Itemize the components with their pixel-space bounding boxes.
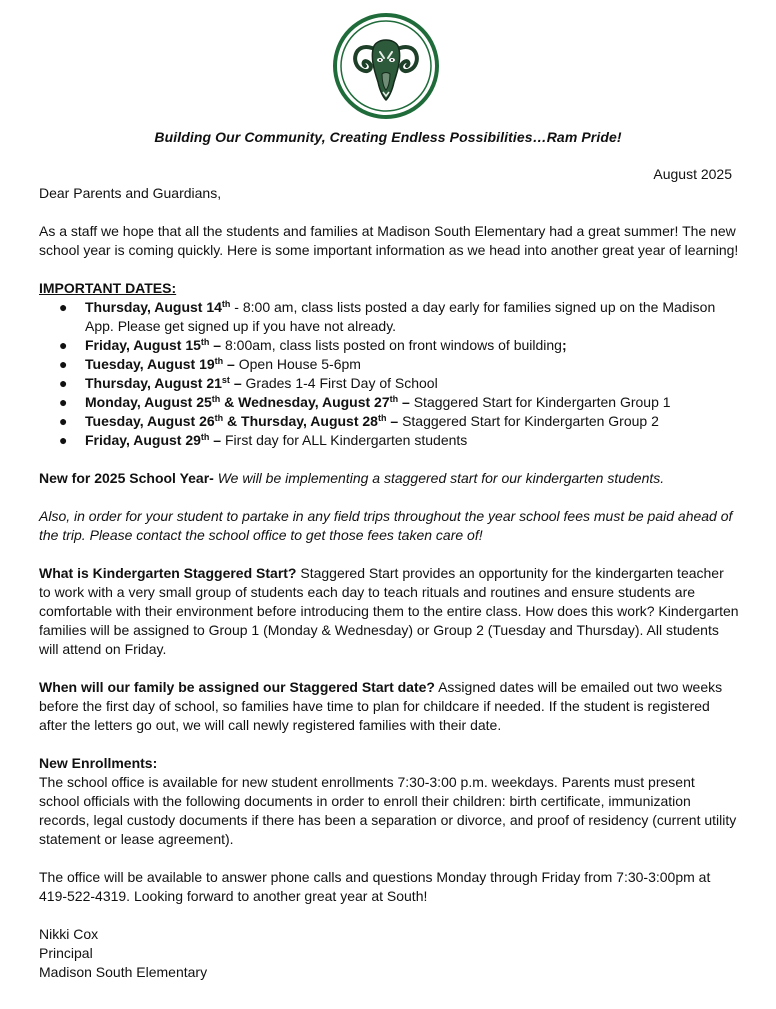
date-label: Tuesday, August 26th & Thursday, August 28th – (85, 413, 403, 429)
important-date-item (39, 412, 739, 431)
date-label: Thursday, August 21st – (85, 375, 246, 391)
date-label: Friday, August 29th – (85, 432, 225, 448)
assigned-text: Assigned dates will be emailed out two weeks before the first day of school, so families have time to plan for childcare if needed. If the student is registered after the letters go out, we will call newly registered families with their date. (39, 679, 723, 733)
date-label: Tuesday, August 19th – (85, 356, 239, 372)
date-text: 8:00 am, class lists posted a day early for families signed up on the Madison App. Please get signed up if you have not already. (85, 299, 716, 334)
intro-paragraph: As a staff we hope that all the students and families at Madison South Elementary had a great summer! The new school year is coming quickly. Here is some important information as we head into another great year of learning! (39, 223, 739, 258)
important-dates-list (39, 298, 739, 450)
office-paragraph: The office will be available to answer phone calls and questions Monday through Friday from 7:30-3:00pm at 419-522-4319. Looking forward to another great year at South! (39, 869, 711, 904)
bullet-icon: ● (59, 375, 68, 391)
assigned-label: When will our family be assigned our Staggered Start date? (39, 679, 435, 695)
date-text: Open House 5-6pm (238, 356, 361, 372)
bullet-icon: ● (59, 394, 68, 410)
date-text: Staggered Start for Kindergarten Group 1 (413, 394, 671, 410)
date-text: Grades 1-4 First Day of School (245, 375, 438, 391)
enrollments-text: The school office is available for new student enrollments 7:30-3:00 p.m. weekdays. Parents must present school officials with the following documents in order to enroll their children: birth certificate, immunization records, legal custody documents if there has been a separation or divorce, and proof of residency (current utility statement or lease agreement). (39, 774, 737, 847)
fees-note: Also, in order for your student to partake in any field trips throughout the year school fees must be paid ahead of the trip. Please contact the school office to get those fees taken care of! (39, 508, 733, 543)
ram-mascot-icon (332, 12, 440, 120)
salutation: Dear Parents and Guardians, (39, 185, 222, 201)
new-for-paragraph (39, 469, 739, 488)
signature-school: Madison South Elementary (39, 964, 208, 980)
date-text: 8:00am, class lists posted on front windows of building (225, 337, 562, 353)
new-for-text: We will be implementing a staggered start for our kindergarten students. (213, 470, 665, 486)
assigned-paragraph (39, 678, 739, 735)
bullet-icon: ● (59, 356, 68, 372)
date-label: Friday, August 15th – (85, 337, 225, 353)
important-date-item (39, 393, 739, 412)
signature-name: Nikki Cox (39, 926, 99, 942)
letter-body (39, 184, 739, 982)
new-for-label: New for 2025 School Year- (39, 470, 214, 486)
bullet-icon: ● (59, 432, 68, 448)
staggered-label: What is Kindergarten Staggered Start? (39, 565, 297, 581)
important-date-item: ● Thursday, August 14th - 8:00 am, class lists posted a day early for families signed up on the Madison App. Please get signed up if you have not already. (59, 299, 716, 334)
staggered-text: Staggered Start provides an opportunity for the kindergarten teacher to work with a very small group of students each day to teach rituals and routines and ensure students are comfortable with their environment before introducing them to the entire class. How does this work? Kindergarten families will be assigned to Group 1 (Monday & Wednesday) or Group 2 (Tuesday and Thursday). All students will attend on Friday. (39, 565, 739, 657)
important-date-item (39, 431, 739, 450)
bullet-icon: ● (59, 337, 68, 353)
date-label: Thursday, August 14th (85, 299, 231, 315)
bullet-icon: ● (59, 299, 68, 315)
date-label: Monday, August 25th & Wednesday, August 27th – (85, 394, 414, 410)
bullet-icon: ● (59, 413, 68, 429)
school-motto: Building Our Community, Creating Endless Possibilities…Ram Pride! (154, 129, 622, 145)
staggered-paragraph (39, 564, 739, 659)
date-text: First day for ALL Kindergarten students (225, 432, 468, 448)
important-date-item: ● Friday, August 15th – 8:00am, class lists posted on front windows of building; (59, 337, 567, 353)
important-dates-heading: IMPORTANT DATES: (39, 280, 177, 296)
enrollments-heading: New Enrollments: (39, 755, 158, 771)
signature-title: Principal (39, 945, 93, 961)
important-date-item (39, 374, 739, 393)
important-date-item (39, 355, 739, 374)
letter-date: August 2025 (653, 166, 732, 182)
date-text: Staggered Start for Kindergarten Group 2 (402, 413, 659, 429)
